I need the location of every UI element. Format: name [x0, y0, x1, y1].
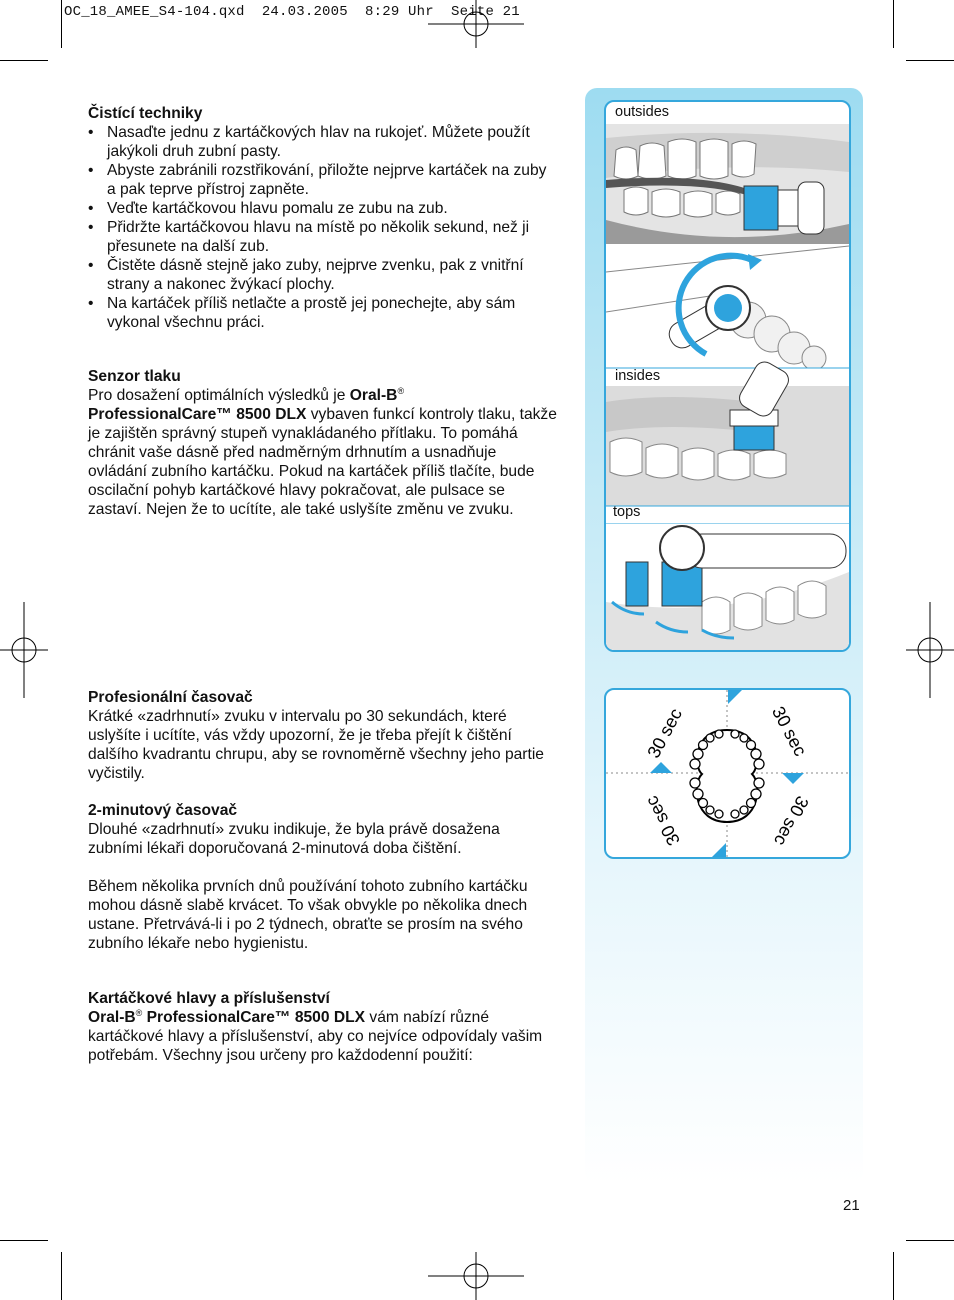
list-item: • Abyste zabránili rozstřikování, přiložte nejprve kartáček na zuby a pak teprve přístroj zapněte. — [88, 161, 558, 199]
brand-name: Oral-B — [349, 387, 398, 404]
registration-mark-left — [0, 602, 48, 698]
page-number: 21 — [843, 1197, 860, 1214]
label-outsides: outsides — [615, 104, 670, 120]
crop-mark — [61, 1252, 62, 1300]
paragraph: Pro dosažení optimálních výsledků je Oral-B® ProfessionalCare™ 8500 DLX vybaven funkcí kontroly tlaku, takže je zajištěn správný stupeň vynakládaného přítlaku. To pomáhá chránit vaše dásně před nadměrným drhnutím a usnadňuje ovládání zubního kartáčku. Pokud na kartáček příliš tlačíte, bude oscilační pohyb kartáčkové hlavy pokračovat, ale pulsace se zastaví. Nejen že to ucítíte, ale také uslyšíte změnu ve zvuku. — [88, 386, 557, 518]
print-slug: OC_18_AMEE_S4-104.qxd 24.03.2005 8:29 Uhr Seite 21 — [64, 4, 520, 20]
list-item: • Veďte kartáčkovou hlavu pomalu ze zubu na zub. — [88, 199, 558, 218]
brushing-illustration — [604, 100, 851, 652]
section-heading: Kartáčkové hlavy a příslušenství — [88, 990, 330, 1007]
paragraph: Krátké «zadrhnutí» zvuku v intervalu po 30 sekundách, které uslyšíte i ucítíte, vás vždy upozorní, že je třeba přejít k čištění dalšího kvadrantu chrupu, aby se rovnoměrně všechny jeho partie vyčistily. — [88, 708, 544, 782]
section-2-minute-timer — [88, 801, 558, 953]
registered-mark: ® — [397, 386, 405, 396]
list-item: • Na kartáček příliš netlačte a prostě jej ponechejte, aby sám vykonal všechnu práci. — [88, 294, 558, 332]
timer-label: 30 sec — [768, 703, 811, 760]
registered-mark: ® — [135, 1008, 143, 1018]
crop-mark — [0, 1240, 48, 1241]
product-name: ProfessionalCare™ 8500 DLX — [142, 1009, 366, 1026]
crop-mark — [906, 60, 954, 61]
registration-mark-bottom — [428, 1252, 524, 1300]
paragraph: Oral-B® ProfessionalCare™ 8500 DLX vám nabízí různé kartáčkové hlavy a příslušenství, aby co nejvíce odpovídaly vašim potřebám. Všechny jsou určeny pro každodenní použití: — [88, 1008, 543, 1064]
list-item: • Čistěte dásně stejně jako zuby, nejprve zvenku, pak z vnitřní strany a nakonec žvýkací plochy. — [88, 256, 558, 294]
label-insides: insides — [615, 368, 661, 384]
timer-label: 30 sec — [643, 705, 686, 762]
crop-mark — [893, 0, 894, 48]
section-cleaning-techniques — [88, 104, 558, 332]
bullet-list — [88, 123, 558, 332]
crop-mark — [906, 1240, 954, 1241]
section-heading: Senzor tlaku — [88, 368, 181, 385]
timer-label: 30 sec — [770, 792, 813, 849]
crop-mark — [0, 60, 48, 61]
section-heading: 2-minutový časovač — [88, 802, 238, 819]
timer-label: 30 sec — [641, 792, 684, 849]
paragraph: Dlouhé «zadrhnutí» zvuku indikuje, že byla právě dosažena zubními lékaři doporučovaná 2-minutová doba čištění. — [88, 821, 500, 857]
quadrant-timer-diagram — [604, 688, 851, 859]
label-tops: tops — [613, 504, 641, 520]
crop-mark — [61, 0, 62, 48]
paragraph: Během několika prvních dnů používání tohoto zubního kartáčku mohou dásně slabě krvácet. To však obvykle po několika dnech ustane. Přetrvává-li i po 2 týdnech, obraťte se prosím na svého zubního lékaře nebo hygienistu. — [88, 878, 528, 952]
section-heading: Čistící techniky — [88, 105, 203, 122]
registration-mark-top — [428, 0, 524, 48]
brand-name: Oral-B — [88, 1009, 136, 1026]
section-brush-heads — [88, 989, 558, 1065]
list-item: • Nasaďte jednu z kartáčkových hlav na rukojeť. Můžete použít jakýkoli druh zubní pasty. — [88, 123, 558, 161]
crop-mark — [893, 1252, 894, 1300]
section-pressure-sensor — [88, 367, 558, 519]
section-professional-timer — [88, 688, 558, 783]
registration-mark-right — [906, 602, 954, 698]
list-item: • Přidržte kartáčkovou hlavu na místě po několik sekund, než ji přesunete na další zub. — [88, 218, 558, 256]
mouth-diagram — [606, 690, 849, 857]
product-name: ProfessionalCare™ 8500 DLX — [88, 406, 307, 423]
section-heading: Profesionální časovač — [88, 689, 253, 706]
